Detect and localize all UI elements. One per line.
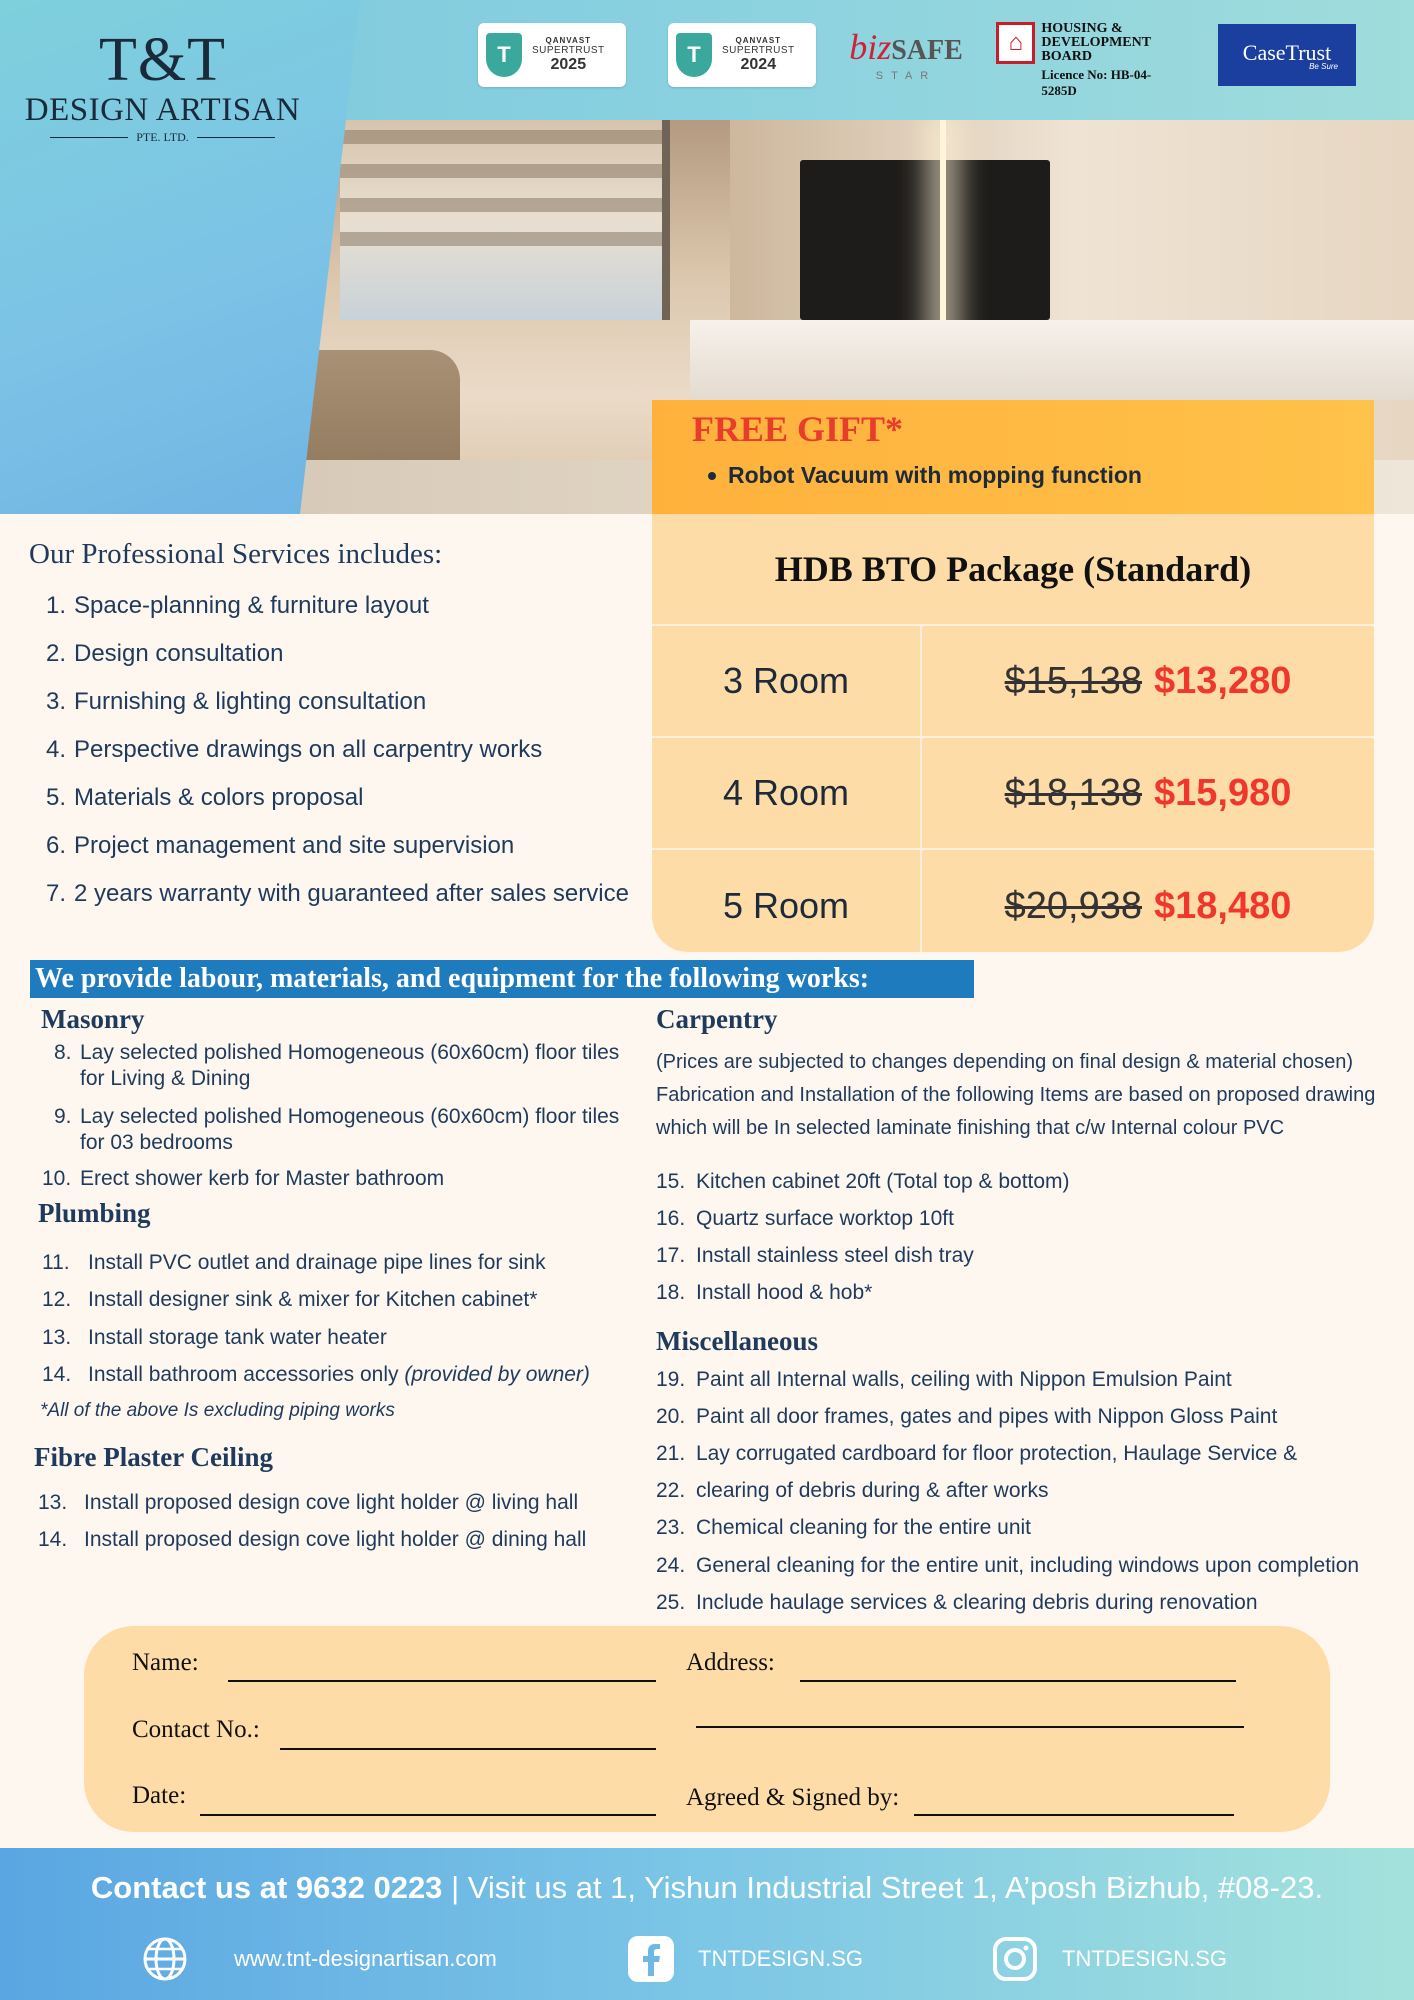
plumbing-heading: Plumbing — [38, 1198, 151, 1228]
list-item: 20. Paint all door frames, gates and pipes with Nippon Gloss Paint — [656, 1405, 1278, 1428]
gift-title: FREE GIFT* — [692, 409, 904, 449]
list-item: 6. Project management and site supervision — [46, 832, 515, 859]
customer-form — [84, 1626, 1330, 1832]
list-item: 7. 2 years warranty with guaranteed after sales service — [46, 880, 629, 907]
gift-item: Robot Vacuum with mopping function — [708, 462, 1334, 489]
package-price-table — [652, 514, 1374, 952]
services-title: Our Professional Services includes: — [29, 538, 443, 570]
carpentry-intro: (Prices are subjected to changes depending on final design & material chosen) Fabrication and Installation of the following Items are based on proposed drawing which will be In selected laminate finishing that c/w Internal colour PVC — [656, 1051, 1376, 1139]
list-item: 10. Erect shower kerb for Master bathroom — [42, 1167, 445, 1190]
facebook-link[interactable]: TNTDESIGN.SG — [628, 1936, 863, 1982]
table-row — [652, 738, 1374, 850]
footer — [0, 1848, 1414, 2000]
list-item: 21. Lay corrugated cardboard for floor protection, Haulage Service & — [656, 1442, 1298, 1465]
list-item: 4. Perspective drawings on all carpentry works — [46, 736, 543, 763]
list-item: 5. Materials & colors proposal — [46, 784, 364, 811]
company-logo[interactable] — [20, 28, 305, 145]
plumbing-note: *All of the above Is excluding piping works — [40, 1400, 395, 1421]
address-field-line2[interactable] — [696, 1726, 1244, 1728]
globe-icon — [142, 1936, 188, 1982]
old-price: $18,138 — [1004, 771, 1142, 814]
supertrust-2024-badge: T QANVAST SUPERTRUST 2024 — [668, 23, 816, 87]
list-item: 13. Install proposed design cove light holder @ living hall — [38, 1491, 579, 1514]
list-item: 25. Include haulage services & clearing debris during renovation — [656, 1591, 1258, 1614]
room-type: 3 Room — [652, 626, 922, 736]
instagram-icon — [992, 1936, 1038, 1982]
list-item: 23. Chemical cleaning for the entire unit — [656, 1516, 1032, 1539]
list-item: 18. Install hood & hob* — [656, 1281, 873, 1304]
list-item: 14. Install bathroom accessories only (provided by owner) — [42, 1363, 590, 1386]
hdb-licence-logo: ⌂ HOUSING & DEVELOPMENT BOARD Licence No: HB-04-5285D — [996, 22, 1176, 88]
date-label: Date: — [132, 1782, 187, 1809]
list-item: 12. Install designer sink & mixer for Kitchen cabinet* — [42, 1288, 538, 1311]
masonry-heading: Masonry — [41, 1004, 145, 1034]
services-list — [46, 592, 629, 928]
contact-field[interactable] — [280, 1748, 656, 1750]
address-label: Address: — [686, 1649, 775, 1676]
facebook-icon — [628, 1936, 674, 1982]
ceiling-heading: Fibre Plaster Ceiling — [34, 1442, 273, 1472]
address-field[interactable] — [800, 1680, 1236, 1682]
bullet-icon — [708, 472, 716, 480]
list-item: 13. Install storage tank water heater — [42, 1326, 387, 1349]
phone-number[interactable]: Contact us at 9632 0223 — [90, 1870, 443, 1905]
old-price: $15,138 — [1004, 659, 1142, 702]
room-type: 4 Room — [652, 738, 922, 848]
website-link[interactable]: www.tnt-designartisan.com — [142, 1936, 497, 1982]
signature-field[interactable] — [914, 1814, 1234, 1816]
logo-name: DESIGN ARTISAN — [24, 92, 301, 128]
list-item: 8. Lay selected polished Homogeneous (60x60cm) floor tiles for Living & Dining — [54, 1041, 620, 1090]
table-row — [652, 626, 1374, 738]
old-price: $20,938 — [1004, 884, 1142, 927]
name-field[interactable] — [228, 1680, 656, 1682]
window-blinds — [340, 120, 670, 320]
list-item: 15. Kitchen cabinet 20ft (Total top & bottom) — [656, 1170, 1070, 1193]
list-item: 16. Quartz surface worktop 10ft — [656, 1207, 954, 1230]
shield-icon: T — [676, 33, 712, 77]
table-row — [652, 850, 1374, 952]
contact-label: Contact No.: — [132, 1716, 260, 1743]
list-item: 17. Install stainless steel dish tray — [656, 1244, 974, 1267]
name-label: Name: — [132, 1649, 199, 1676]
list-item: 11. Install PVC outlet and drainage pipe lines for sink — [42, 1251, 546, 1274]
date-field[interactable] — [200, 1814, 656, 1816]
accreditation-badges — [478, 21, 1356, 98]
supertrust-2025-badge: T QANVAST SUPERTRUST 2025 — [478, 23, 626, 87]
new-price: $18,480 — [1154, 884, 1292, 927]
list-item: 24. General cleaning for the entire unit, including windows upon completion — [656, 1554, 1360, 1577]
free-gift-banner — [652, 400, 1374, 514]
bizsafe-star-logo: bizSAFE STAR — [849, 27, 963, 82]
address-text: Visit us at 1, Yishun Industrial Street 1, A’posh Bizhub, #08-23. — [467, 1870, 1324, 1905]
room-type: 5 Room — [652, 850, 922, 952]
package-title: HDB BTO Package (Standard) — [652, 514, 1374, 626]
list-item: 22. clearing of debris during & after works — [656, 1479, 1049, 1502]
hdb-licence-number: Licence No: HB-04-5285D — [1041, 67, 1152, 98]
list-item: 3. Furnishing & lighting consultation — [46, 688, 427, 715]
logo-suffix: PTE. LTD. — [20, 130, 305, 145]
tv-shape — [800, 160, 1050, 320]
works-banner: We provide labour, materials, and equipment for the following works: — [30, 960, 974, 998]
new-price: $15,980 — [1154, 771, 1292, 814]
logo-mark: T&T — [99, 26, 226, 94]
new-price: $13,280 — [1154, 659, 1292, 702]
list-item: 9. Lay selected polished Homogeneous (60x60cm) floor tiles for 03 bedrooms — [54, 1105, 620, 1154]
misc-heading: Miscellaneous — [656, 1326, 818, 1356]
list-item: 19. Paint all Internal walls, ceiling with Nippon Emulsion Paint — [656, 1368, 1232, 1391]
house-icon: ⌂ — [996, 22, 1035, 64]
list-item: 2. Design consultation — [46, 640, 284, 667]
carpentry-heading: Carpentry — [656, 1004, 778, 1034]
contact-line: Contact us at 9632 0223 | Visit us at 1, Yishun Industrial Street 1, A’posh Bizhub, #08-23. — [90, 1870, 1324, 1905]
shield-icon: T — [486, 33, 522, 77]
list-item: 1. Space-planning & furniture layout — [46, 592, 429, 619]
casetrust-logo: CaseTrust Be Sure — [1218, 24, 1356, 86]
signed-label: Agreed & Signed by: — [686, 1784, 900, 1811]
instagram-link[interactable]: TNTDESIGN.SG — [992, 1936, 1227, 1982]
list-item: 14. Install proposed design cove light holder @ dining hall — [38, 1528, 587, 1551]
